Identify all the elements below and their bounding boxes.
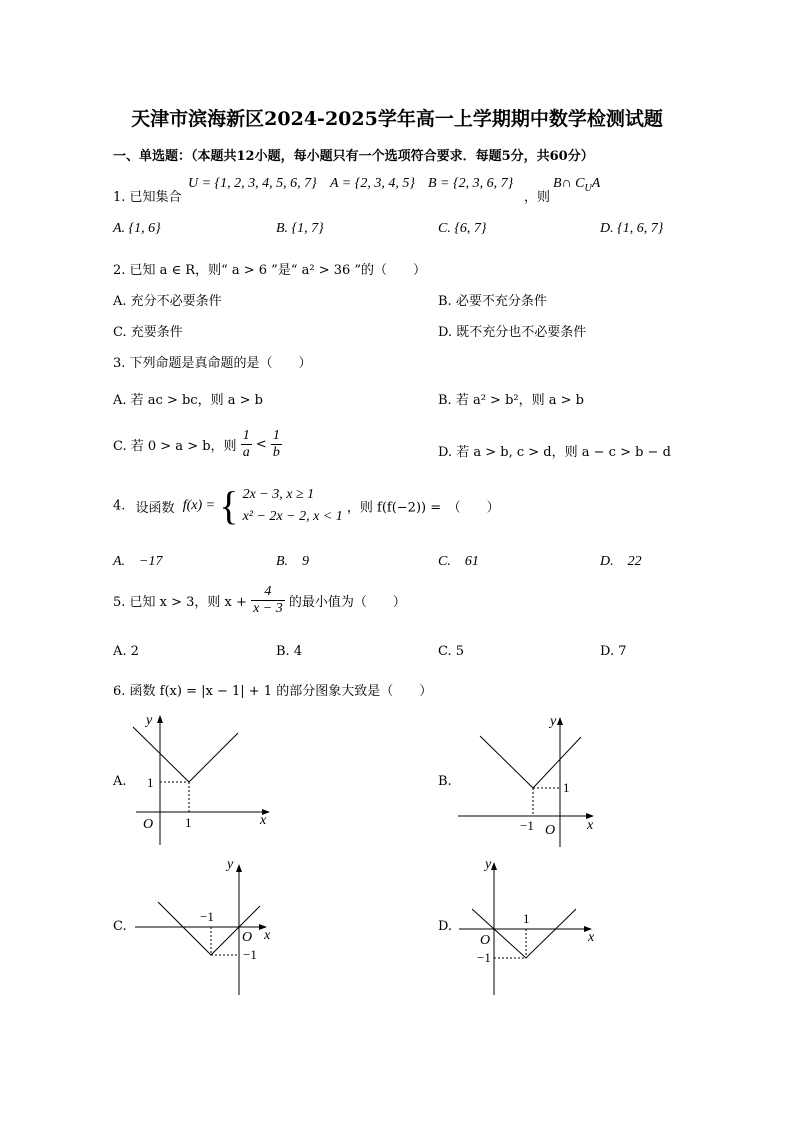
page-title: 天津市滨海新区2024-2025学年高一上学期期中数学检测试题 <box>131 108 663 130</box>
q1-target-sub: U <box>584 182 592 194</box>
graph-b-origin: O <box>545 823 556 838</box>
graph-b-y-label: y <box>550 714 557 729</box>
q3-c-frac2-num: 1 <box>272 428 280 443</box>
q5-option-c[interactable]: C. 5 <box>438 644 465 659</box>
q2-option-d[interactable]: D. 既不充分也不必要条件 <box>438 325 587 340</box>
q1-stem-pre: 1. 已知集合 <box>113 190 182 205</box>
q1-set-a: A = {2, 3, 4, 5} <box>330 176 415 191</box>
graph-a-y-arrow <box>157 715 163 723</box>
q4-brace: { <box>219 483 239 528</box>
graph-c-origin: O <box>242 930 253 945</box>
graph-b[interactable] <box>455 712 605 852</box>
graph-d[interactable] <box>456 855 606 1000</box>
q3-c-frac2-den: b <box>272 445 280 460</box>
q5-frac-num: 4 <box>251 584 285 601</box>
q3-c-fraction-1 <box>241 428 252 461</box>
q4-option-b[interactable]: B. 9 <box>276 554 310 569</box>
q1-option-a[interactable]: A. {1, 6} <box>113 221 161 236</box>
graph-c-y-label: y <box>227 857 234 872</box>
q6-option-a[interactable]: A. <box>113 774 127 789</box>
graph-b-x-neg-one: −1 <box>520 818 534 833</box>
graph-c-y-arrow <box>236 864 242 872</box>
q4-pre: 设函数 <box>135 500 175 516</box>
q1-target-end: A <box>591 176 601 191</box>
q2-option-a[interactable]: A. 充分不必要条件 <box>113 294 222 309</box>
q4-num: 4. <box>113 498 126 514</box>
q3-option-b[interactable]: B. 若 a² > b²，则 a > b <box>438 393 584 408</box>
q1-set-u: U = {1, 2, 3, 4, 5, 6, 7} <box>188 176 317 191</box>
q5-fraction <box>251 584 285 617</box>
q2-option-b[interactable]: B. 必要不充分条件 <box>438 294 547 309</box>
graph-c-y-neg-one: −1 <box>243 947 257 962</box>
q3-stem: 3. 下列命题是真命题的是（ ） <box>113 356 312 371</box>
graph-c[interactable] <box>133 855 283 1000</box>
q3-c-fraction-2 <box>271 428 282 461</box>
section-heading: 一、单选题：（本题共12小题，每小题只有一个选项符合要求．每题5分，共60分） <box>113 149 594 164</box>
q6-option-c[interactable]: C. <box>113 919 127 934</box>
graph-b-y-arrow <box>557 717 563 725</box>
q2-stem: 2. 已知 a ∈ R，则“ a > 6 ”是“ a² > 36 ”的（ ） <box>113 263 427 278</box>
q1-option-d[interactable]: D. {1, 6, 7} <box>600 221 664 236</box>
graph-b-y-one: 1 <box>563 780 570 795</box>
q1-stem <box>113 186 182 205</box>
graph-a-x-one: 1 <box>185 815 192 830</box>
q1-stem-post: ，则 <box>524 190 551 205</box>
graph-d-x-label: x <box>588 930 595 945</box>
graph-d-y-label: y <box>485 857 492 872</box>
q3-option-a[interactable]: A. 若 ac > bc，则 a > b <box>113 393 263 408</box>
q1-target-main: B∩ C <box>553 176 585 191</box>
graph-a-y-one: 1 <box>147 775 154 790</box>
q3-c-frac1-den: a <box>242 445 250 460</box>
graph-d-y-neg-one: −1 <box>477 950 491 965</box>
graph-b-x-label: x <box>587 818 594 833</box>
graph-a-x-label: x <box>260 813 267 828</box>
q4-option-d[interactable]: D. 22 <box>600 554 642 569</box>
q4-option-a[interactable]: A. −17 <box>113 554 163 569</box>
q3-option-c-text: C. 若 0 > a > b，则 <box>113 439 237 454</box>
graph-a-origin: O <box>143 817 154 832</box>
q5-option-d[interactable]: D. 7 <box>600 644 627 659</box>
q3-option-d[interactable]: D. 若 a > b, c > d，则 a − c > b − d <box>438 445 671 460</box>
q3-c-less-than: < <box>255 437 267 452</box>
q5-option-b[interactable]: B. 4 <box>276 644 303 659</box>
q4-stem <box>113 484 500 528</box>
graph-c-x-neg-one: −1 <box>200 909 214 924</box>
q4-cases <box>243 484 343 528</box>
graph-d-origin: O <box>480 933 491 948</box>
q4-case-2: x² − 2x − 2, x < 1 <box>242 509 343 524</box>
graph-a-y-label: y <box>146 713 153 728</box>
q4-post: ，则 f(f(−2)) = （ ） <box>346 500 500 516</box>
q1-set-b: B = {2, 3, 6, 7} <box>428 176 514 191</box>
graph-d-x-one: 1 <box>523 911 530 926</box>
q3-c-frac1-num: 1 <box>242 428 250 443</box>
q4-case-1: 2x − 3, x ≥ 1 <box>242 487 315 502</box>
q6-option-d[interactable]: D. <box>438 919 453 934</box>
q4-option-c[interactable]: C. 61 <box>438 554 479 569</box>
q5-post: 的最小值为（ ） <box>288 595 406 610</box>
graph-a-curve <box>133 727 238 782</box>
q4-fx: f(x) = <box>182 498 216 513</box>
graph-a[interactable] <box>126 705 286 850</box>
graph-d-y-arrow <box>491 862 497 870</box>
q5-frac-den: x − 3 <box>253 601 283 616</box>
q1-target <box>553 176 600 194</box>
q5-option-a[interactable]: A. 2 <box>113 644 139 659</box>
q5-stem <box>113 584 406 617</box>
q6-option-b[interactable]: B. <box>438 774 452 789</box>
q1-option-b[interactable]: B. {1, 7} <box>276 221 324 236</box>
q3-option-c[interactable] <box>113 428 282 461</box>
q5-pre: 5. 已知 x > 3，则 x + <box>113 595 247 610</box>
graph-c-x-label: x <box>264 928 271 943</box>
q2-option-c[interactable]: C. 充要条件 <box>113 325 183 340</box>
q6-stem: 6. 函数 f(x) = |x − 1| + 1 的部分图象大致是（ ） <box>113 684 433 699</box>
q1-option-c[interactable]: C. {6, 7} <box>438 221 487 236</box>
